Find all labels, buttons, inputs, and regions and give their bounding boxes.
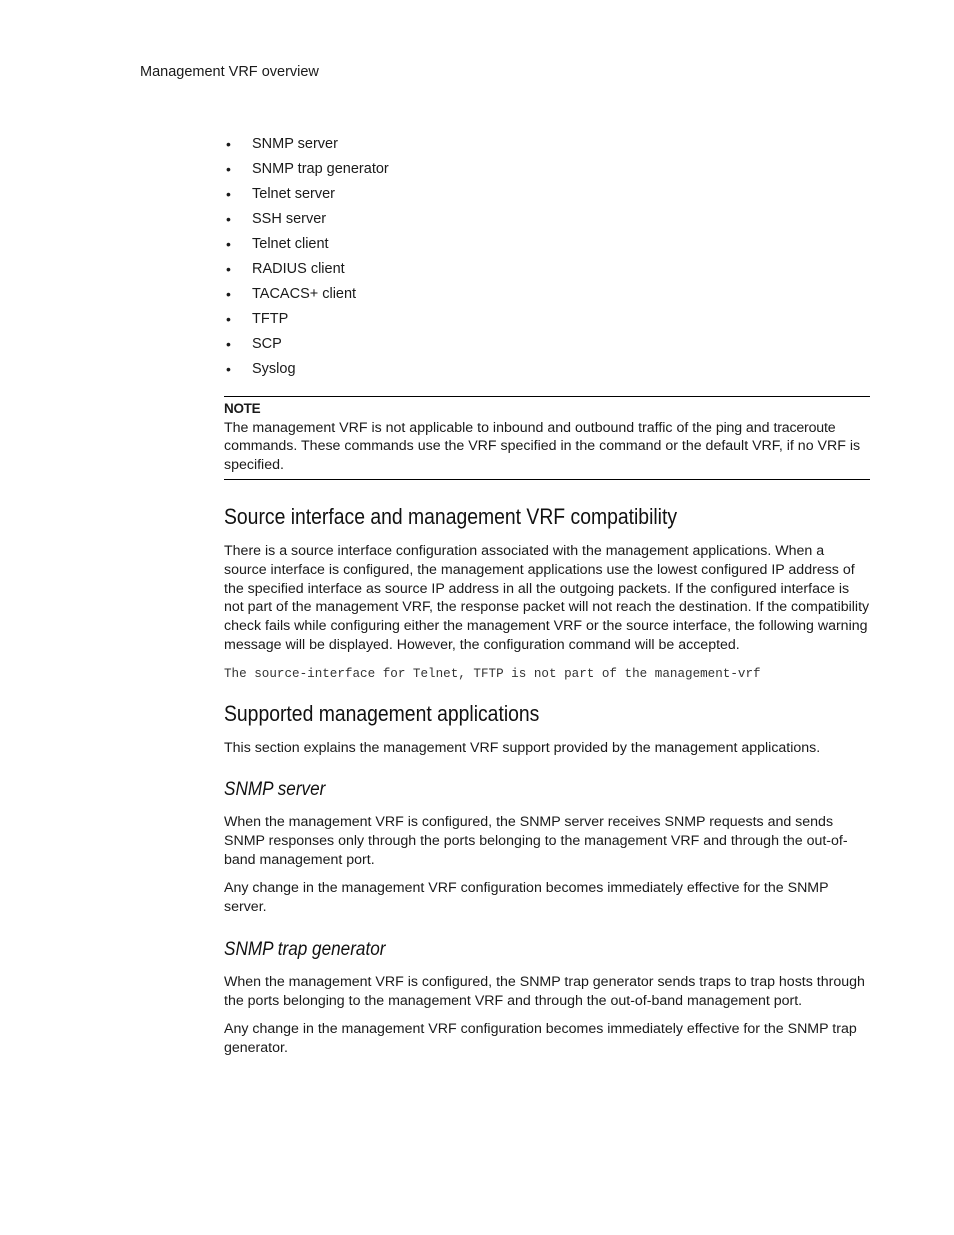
list-item (224, 232, 870, 257)
bullet-icon: • (226, 311, 231, 327)
note-label: NOTE (224, 401, 261, 416)
list-item-label: Telnet server (252, 186, 336, 202)
warning-message-code: The source-interface for Telnet, TFTP is not part of the management-vrf (224, 666, 761, 681)
page-content (224, 132, 870, 1058)
list-item-label: SNMP server (252, 136, 338, 152)
note-box (224, 396, 870, 480)
bullet-icon: • (226, 161, 231, 177)
section-heading-supported-apps: Supported management applications (224, 700, 540, 726)
list-item-label: TACACS+ client (252, 286, 357, 302)
bullet-icon: • (226, 236, 231, 252)
list-item-label: RADIUS client (252, 261, 345, 277)
bullet-icon: • (226, 186, 231, 202)
note-text-part: commands. These commands use the VRF specified in the command or the default VRF, if no VRF is specified. (224, 438, 861, 473)
bullet-icon: • (226, 336, 231, 352)
ping-command: ping (715, 419, 742, 436)
source-interface-paragraph: There is a source interface configuration associated with the management applications. When a source interface is configured, the management applications use the lowest configured IP address of the specified interface as source IP address in all the outgoing packets. If the configured interface is not part of the management VRF, the response packet will not reach the destination. If the compatibility check fails while configuring either the management VRF or the source interface, the following warning message will be displayed. However, the configuration command will be accepted. (224, 543, 870, 653)
application-list (224, 132, 870, 382)
snmp-trap-paragraph: Any change in the management VRF configuration becomes immediately effective for the SNMP trap generator. (224, 1021, 857, 1056)
note-text-part: The management VRF is not applicable to inbound and outbound traffic of the (224, 419, 716, 436)
snmp-trap-paragraph: When the management VRF is configured, the SNMP trap generator sends traps to trap hosts through the ports belonging to the management VRF and through the out-of-band management port. (224, 973, 865, 1009)
running-header: Management VRF overview (140, 64, 319, 80)
snmp-server-paragraph: Any change in the management VRF configuration becomes immediately effective for the SNMP server. (224, 880, 829, 916)
list-item (224, 307, 870, 332)
supported-apps-paragraph: This section explains the management VRF support provided by the management applications. (224, 739, 821, 756)
list-item-label: SNMP trap generator (252, 161, 389, 177)
snmp-server-paragraph: When the management VRF is configured, the SNMP server receives SNMP requests and sends SNMP responses only through the ports belonging to the management VRF and through the out-of-band management port. (224, 814, 848, 868)
subheading-snmp-server: SNMP server (224, 778, 326, 801)
list-item-label: Telnet client (252, 236, 329, 252)
list-item (224, 257, 870, 282)
bullet-icon: • (226, 261, 231, 277)
note-text (224, 419, 870, 475)
list-item-label: SSH server (252, 211, 327, 227)
list-item (224, 282, 870, 307)
traceroute-command: traceroute (773, 419, 836, 436)
bullet-icon: • (226, 286, 231, 302)
list-item (224, 182, 870, 207)
list-item (224, 207, 870, 232)
note-text-part: and (741, 419, 774, 436)
list-item-label: TFTP (252, 311, 289, 327)
list-item (224, 157, 870, 182)
bullet-icon: • (226, 136, 231, 152)
list-item-label: SCP (252, 336, 282, 352)
section-heading-source-interface: Source interface and management VRF compatibility (224, 504, 678, 530)
list-item (224, 357, 870, 382)
list-item (224, 132, 870, 157)
list-item-label: Syslog (252, 361, 296, 377)
subheading-snmp-trap-generator: SNMP trap generator (224, 937, 386, 960)
list-item (224, 332, 870, 357)
bullet-icon: • (226, 211, 231, 227)
bullet-icon: • (226, 361, 231, 377)
